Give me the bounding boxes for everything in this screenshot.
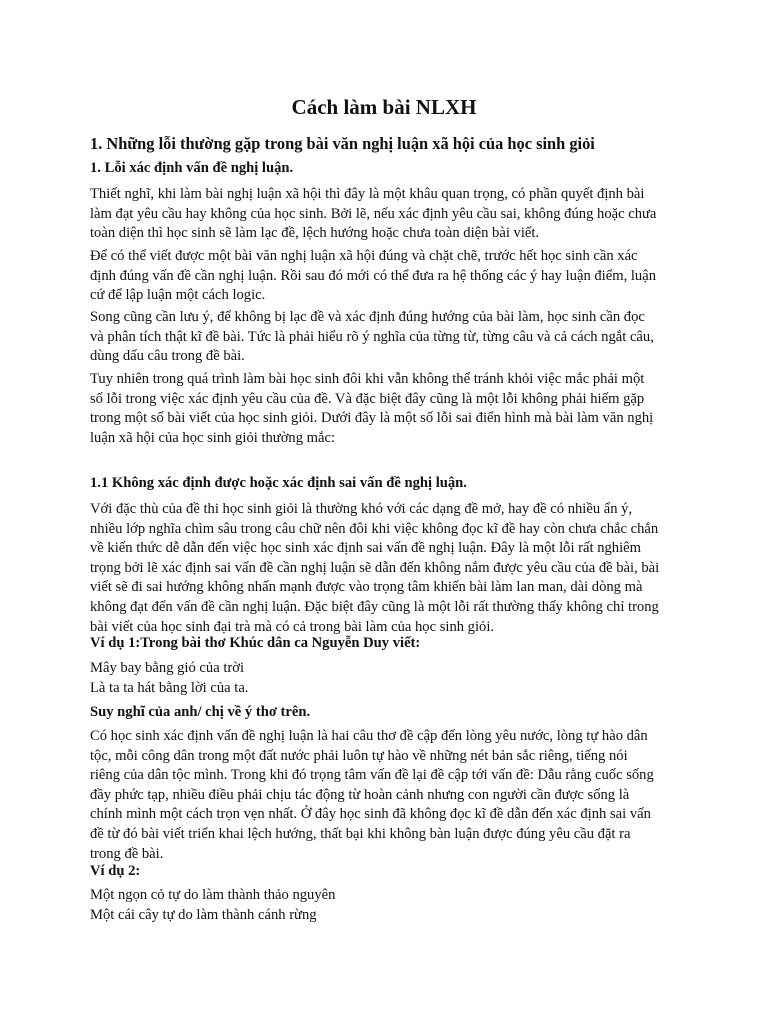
paragraph-4 bbox=[90, 370, 682, 448]
paragraph-line: định đúng vấn đề cần nghị luận. Rồi sau đó mới có thể đưa ra hệ thống các ý hay luận điểm, luận bbox=[90, 267, 656, 284]
poem-line: Một ngọn cỏ tự do làm thành thảo nguyên bbox=[90, 887, 336, 903]
paragraph-5 bbox=[90, 500, 682, 637]
paragraph-3 bbox=[90, 308, 682, 367]
paragraph-line: tộc, mỗi công dân trong một đất nước phải luôn tự hào về những nét bản sắc riêng, tiếng nói bbox=[90, 747, 628, 764]
paragraph-line: làm đạt yêu cầu hay không của học sinh. Bởi lẽ, nếu xác định yêu cầu sai, không đúng hoặc chưa bbox=[90, 205, 657, 222]
paragraph-line: về kiến thức dễ dẫn đến việc học sinh xác định sai vấn đề nghị luận. Đây là một lỗi rất nghiêm bbox=[90, 540, 641, 557]
example-1-heading: Ví dụ 1:Trong bài thơ Khúc dân ca Nguyễn Duy viết: bbox=[90, 635, 421, 651]
paragraph-line: không đạt đến vấn đề cần nghị luận. Đặc biệt đây cũng là một lỗi rất thường thấy không chỉ trong bbox=[90, 598, 659, 615]
poem-line: Mây bay bằng gió của trời bbox=[90, 660, 245, 676]
paragraph-line: trong đề bài. bbox=[90, 845, 164, 862]
paragraph-line: Tuy nhiên trong quá trình làm bài học sinh đôi khi vẫn không thể tránh khỏi việc mắc phải một bbox=[90, 371, 645, 387]
paragraph-line: trong một số bài viết của học sinh giỏi. Dưới đây là một số lỗi sai điển hình mà bài làm văn nghị bbox=[90, 410, 654, 427]
section-heading: 1. Những lỗi thường gặp trong bài văn nghị luận xã hội của học sinh giỏi bbox=[90, 134, 595, 153]
paragraph-line: đề từ đó bài viết triển khai lệch hướng, thất bại khi không bàn luận được đúng yêu cầu đặt ra bbox=[90, 825, 631, 842]
example-2-heading: Ví dụ 2: bbox=[90, 863, 141, 879]
paragraph-6 bbox=[90, 727, 682, 864]
prompt-heading: Suy nghĩ của anh/ chị về ý thơ trên. bbox=[90, 704, 311, 720]
paragraph-line: số lỗi trong việc xác định yêu cầu của đề. Và đặc biệt đây cũng là một lỗi không phải hiếm gặp bbox=[90, 390, 645, 407]
paragraph-line: trọng bởi lẽ xác định sai vấn đề cần nghị luận sẽ dẫn đến không nắm được yêu cầu của đề bài, bài bbox=[90, 559, 660, 576]
poem-line: Một cái cây tự do làm thành cánh rừng bbox=[90, 906, 317, 923]
subheading-error-identification: 1. Lỗi xác định vấn đề nghị luận. bbox=[90, 160, 294, 176]
paragraph-line: Với đặc thù của đề thi học sinh giỏi là thường khó với các dạng đề mở, hay đề có nhiều ẩn ý, bbox=[90, 501, 633, 517]
poem-line: Là ta ta hát bằng lời của ta. bbox=[90, 679, 249, 696]
document-title: Cách làm bài NLXH bbox=[291, 95, 477, 119]
paragraph-2 bbox=[90, 247, 682, 306]
paragraph-line: nhiều lớp nghĩa chìm sâu trong câu chữ nên đôi khi việc không đọc kĩ đề hay còn chưa chắc chắn bbox=[90, 520, 659, 537]
paragraph-line: bài viết của học sinh đại trà mà có cả trong bài làm của học sinh giỏi. bbox=[90, 618, 495, 635]
paragraph-line: Song cũng cần lưu ý, để không bị lạc đề và xác định đúng hướng của bài làm, học sinh cần đọc bbox=[90, 309, 645, 325]
paragraph-line: đầy phức tạp, nhiều điều phải chịu tác động từ hoàn cảnh nhưng con người cần được sống là bbox=[90, 786, 630, 803]
paragraph-line: chính mình một cách trọn vẹn nhất. Ở đây học sinh đã không đọc kĩ đề dẫn đến xác định sai vấn bbox=[90, 806, 651, 823]
paragraph-1 bbox=[90, 185, 682, 244]
paragraph-line: dùng dấu câu trong đề bài. bbox=[90, 348, 245, 365]
paragraph-line: viết sẽ đi sai hướng không nhấn mạnh được vào trọng tâm khiến bài làm lan man, dài dòng mà bbox=[90, 579, 643, 596]
paragraph-line: cứ để lập luận một cách logic. bbox=[90, 287, 266, 304]
paragraph-line: toàn diện thì học sinh sẽ làm lạc đề, lệch hướng hoặc chưa toàn diện bài viết. bbox=[90, 225, 540, 242]
poem-1 bbox=[90, 659, 682, 698]
paragraph-line: và phân tích thật kĩ đề bài. Tức là phải hiểu rõ ý nghĩa của từng từ, từng câu và cả cách ngắt câu, bbox=[90, 328, 654, 345]
paragraph-line: Có học sinh xác định vấn đề nghị luận là hai câu thơ đề cập đến lòng yêu nước, lòng tự hào dân bbox=[90, 728, 648, 744]
poem-2 bbox=[90, 886, 682, 925]
paragraph-line: Thiết nghĩ, khi làm bài nghị luận xã hội thì đây là một khâu quan trọng, có phần quyết định bài bbox=[90, 186, 645, 202]
paragraph-line: luận xã hội của học sinh giỏi thường mắc: bbox=[90, 429, 336, 446]
paragraph-line: Để có thể viết được một bài văn nghị luận xã hội đúng và chặt chẽ, trước hết học sinh cần xác bbox=[90, 248, 638, 264]
subheading-misidentification: 1.1 Không xác định được hoặc xác định sai vấn đề nghị luận. bbox=[90, 475, 467, 491]
paragraph-line: riêng của dân tộc mình. Trong khi đó trọng tâm vấn đề lại đề cập tới vấn đề: Dẫu rằng cuốc sống bbox=[90, 767, 654, 784]
